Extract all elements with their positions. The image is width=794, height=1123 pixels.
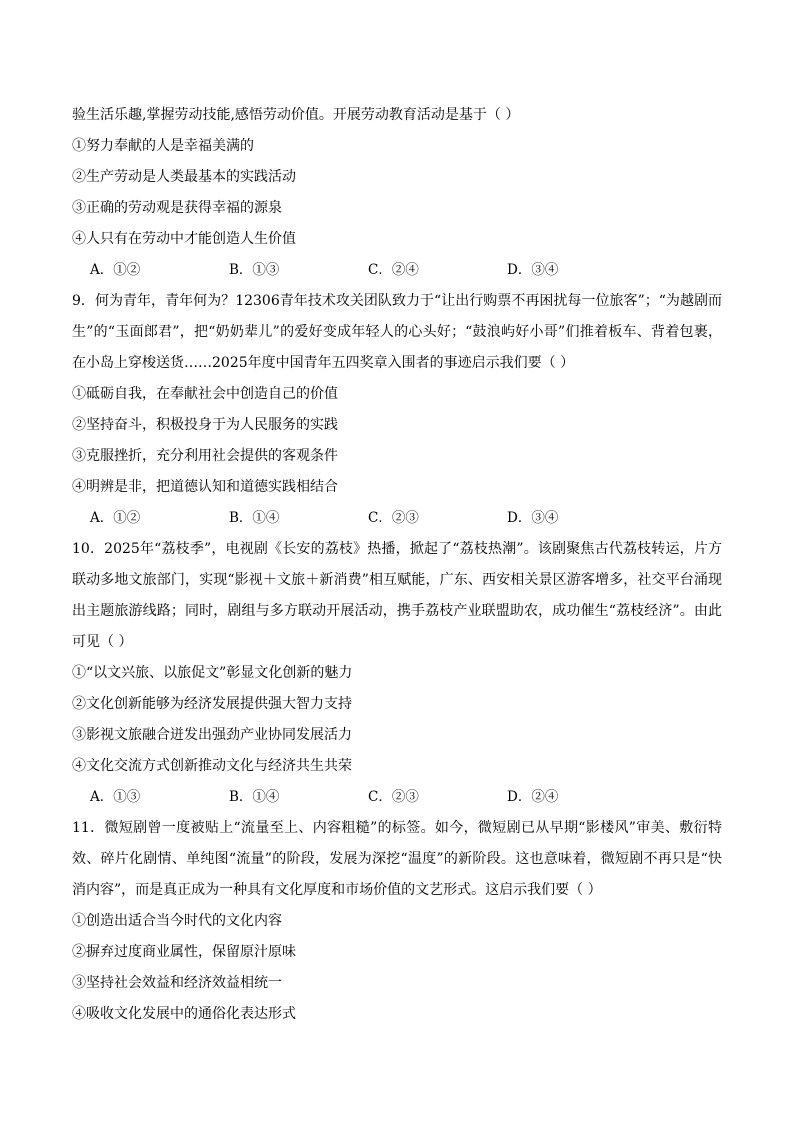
option-d: D．②④: [507, 789, 559, 805]
exam-page: [72, 100, 722, 1030]
option-d: D．③④: [507, 262, 559, 278]
question-9-stem: 9．何为青年，青年何为？12306青年技术攻关团队致力于“让出行购票不再困扰每一位旅客”；“为越剧而生”的“玉面郎君”，把“奶奶辈儿”的爱好变成年轻人的心头好；“鼓浪屿好小哥”们推着板车、背着包裹，在小岛上穿梭送货……2025年度中国青年五四奖章入围者的事迹启示我们要（ ）: [72, 293, 722, 371]
option-c: C．②③: [368, 789, 419, 805]
question-11-stem: 11．微短剧曾一度被贴上“流量至上、内容粗糙”的标签。如今，微短剧已从早期“影楼风”审美、敷衍特效、碎片化剧情、单纯图“流量”的阶段，发展为深挖“温度”的新阶段。这也意味着，微短剧不再只是“快消内容”，而是真正成为一种具有文化厚度和市场价值的文艺形式。这启示我们要（ ）: [72, 820, 722, 898]
question-9-item-3: ③克服挫折，充分利用社会提供的客观条件: [72, 448, 338, 464]
question-10-stem: 10．2025年“荔枝季”，电视剧《长安的荔枝》热播，掀起了“荔枝热潮”。该剧聚焦古代荔枝转运，片方联动多地文旅部门，实现“影视＋文旅＋新消费”相互赋能，广东、西安相关景区游客增多，社交平台涌现出主题旅游线路；同时，剧组与多方联动开展活动，携手荔枝产业联盟助农，成功催生“荔枝经济”。由此可见（ ）: [72, 541, 722, 650]
question-8-item-2: ②生产劳动是人类最基本的实践活动: [72, 169, 296, 185]
question-11-item-3: ③坚持社会效益和经济效益相统一: [72, 975, 282, 991]
option-d: D．③④: [507, 510, 559, 526]
option-b: B．①④: [229, 789, 280, 805]
question-9-item-1: ①砥砺自我，在奉献社会中创造自己的价值: [72, 386, 338, 402]
question-10-options: [72, 782, 722, 813]
option-a: A．①②: [90, 262, 141, 278]
question-8-stem-tail: 验生活乐趣,掌握劳动技能,感悟劳动价值。开展劳动教育活动是基于（ ）: [72, 107, 520, 123]
question-8-item-1: ①努力奉献的人是幸福美满的: [72, 138, 254, 154]
option-b: B．①③: [229, 262, 280, 278]
option-a: A．①②: [90, 510, 141, 526]
question-9-options: [72, 503, 722, 534]
question-8-item-4: ④人只有在劳动中才能创造人生价值: [72, 231, 296, 247]
question-10-item-4: ④文化交流方式创新推动文化与经济共生共荣: [72, 758, 352, 774]
option-a: A．①③: [90, 789, 141, 805]
question-9-item-2: ②坚持奋斗，积极投身于为人民服务的实践: [72, 417, 338, 433]
question-9-item-4: ④明辨是非，把道德认知和道德实践相结合: [72, 479, 338, 495]
option-c: C．②③: [368, 510, 419, 526]
question-11-item-4: ④吸收文化发展中的通俗化表达形式: [72, 1006, 296, 1022]
option-b: B．①④: [229, 510, 280, 526]
question-11-item-1: ①创造出适合当今时代的文化内容: [72, 913, 282, 929]
question-10-item-1: ①“以文兴旅、以旅促文”彰显文化创新的魅力: [72, 665, 353, 681]
question-11-item-2: ②摒弃过度商业属性，保留原汁原味: [72, 944, 296, 960]
question-8-options: [72, 255, 722, 286]
question-10-item-3: ③影视文旅融合迸发出强劲产业协同发展活力: [72, 727, 352, 743]
option-c: C．②④: [368, 262, 419, 278]
question-8-item-3: ③正确的劳动观是获得幸福的源泉: [72, 200, 282, 216]
question-10-item-2: ②文化创新能够为经济发展提供强大智力支持: [72, 696, 352, 712]
